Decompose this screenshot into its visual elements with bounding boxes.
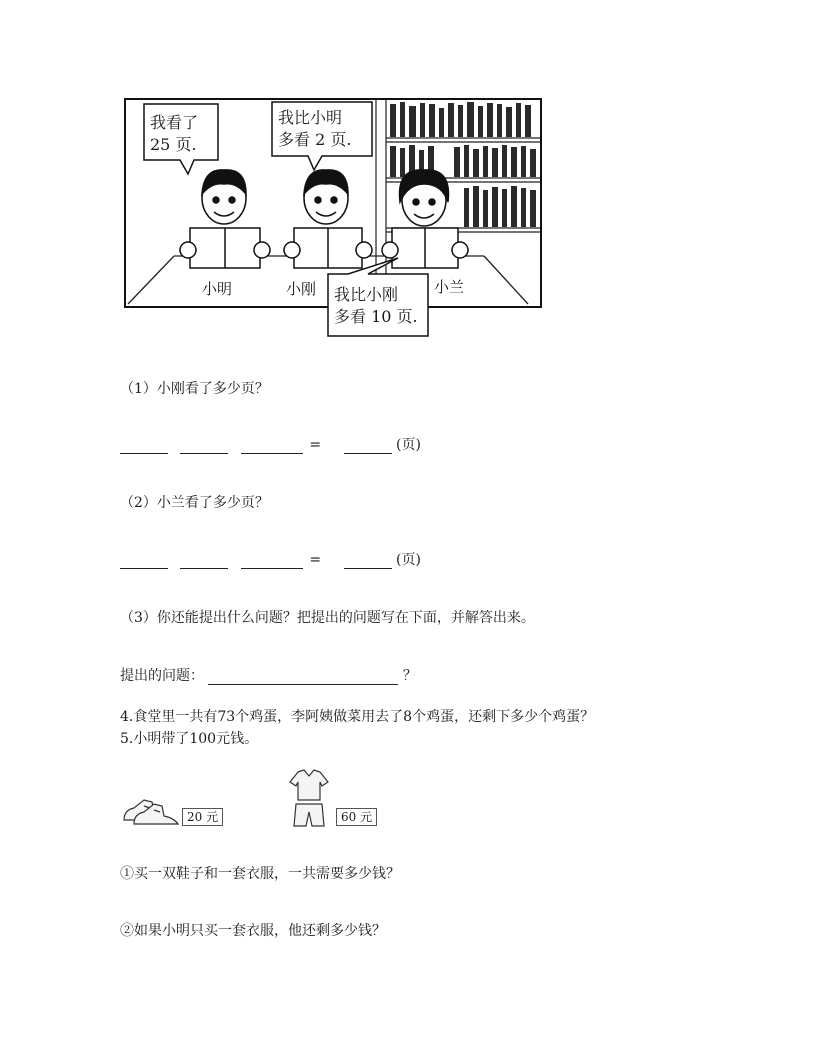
unit-label: (页) <box>396 552 421 568</box>
question-3: （3）你还能提出什么问题？把提出的问题写在下面，并解答出来。 <box>120 610 535 626</box>
question-1: （1）小刚看了多少页？ <box>120 381 269 397</box>
answer-line-2 <box>120 551 421 569</box>
bubble-xiaogang <box>278 107 351 151</box>
answer-blank[interactable] <box>180 554 228 569</box>
bubble-xiaoming-line2: 25 页. <box>150 135 197 154</box>
bubble-xiaogang-line1: 我比小明 <box>278 108 343 127</box>
clothes-image <box>286 768 332 830</box>
bubble-xiaoming <box>150 112 198 156</box>
reading-illustration <box>124 98 542 338</box>
shirt-and-shorts-icon <box>286 768 332 830</box>
bubble-xiaoming-line1: 我看了 <box>150 113 199 132</box>
equals-sign: = <box>309 552 322 568</box>
bubble-xiaolan-line1: 我比小刚 <box>334 285 399 304</box>
proposed-question-label: 提出的问题： <box>120 668 204 684</box>
shoes-image <box>120 794 180 828</box>
problem-4: 4.食堂里一共有73个鸡蛋，李阿姨做菜用去了8个鸡蛋，还剩下多少个鸡蛋？ <box>120 709 595 725</box>
answer-line-1 <box>120 436 421 454</box>
equals-sign: = <box>309 437 322 453</box>
problem-5-question-1: ①买一双鞋子和一套衣服，一共需要多少钱？ <box>120 866 400 882</box>
answer-blank[interactable] <box>241 439 303 454</box>
question-2: （2）小兰看了多少页？ <box>120 495 269 511</box>
clothes-price-tag: 60 元 <box>336 808 377 826</box>
name-xiaolan: 小兰 <box>434 278 465 296</box>
bubble-xiaolan-line2: 多看 10 页. <box>334 307 418 326</box>
answer-blank[interactable] <box>241 554 303 569</box>
unit-label: (页) <box>396 437 421 453</box>
bubble-xiaogang-line2: 多看 2 页. <box>278 130 352 149</box>
answer-blank[interactable] <box>344 439 392 454</box>
shoes-icon <box>120 794 180 828</box>
name-xiaoming: 小明 <box>202 280 233 298</box>
shoes-price-tag: 20 元 <box>182 808 223 826</box>
proposed-question-line <box>120 667 417 685</box>
answer-blank[interactable] <box>180 439 228 454</box>
name-xiaogang: 小刚 <box>286 280 317 298</box>
answer-blank[interactable] <box>120 439 168 454</box>
answer-blank[interactable] <box>344 554 392 569</box>
question-mark: ？ <box>402 668 417 684</box>
answer-blank[interactable] <box>120 554 168 569</box>
problem-5-question-2: ②如果小明只买一套衣服，他还剩多少钱？ <box>120 923 386 939</box>
bubble-xiaolan <box>334 284 418 328</box>
problem-5-intro: 5.小明带了100元钱。 <box>120 731 259 747</box>
proposed-question-blank[interactable] <box>208 670 398 685</box>
